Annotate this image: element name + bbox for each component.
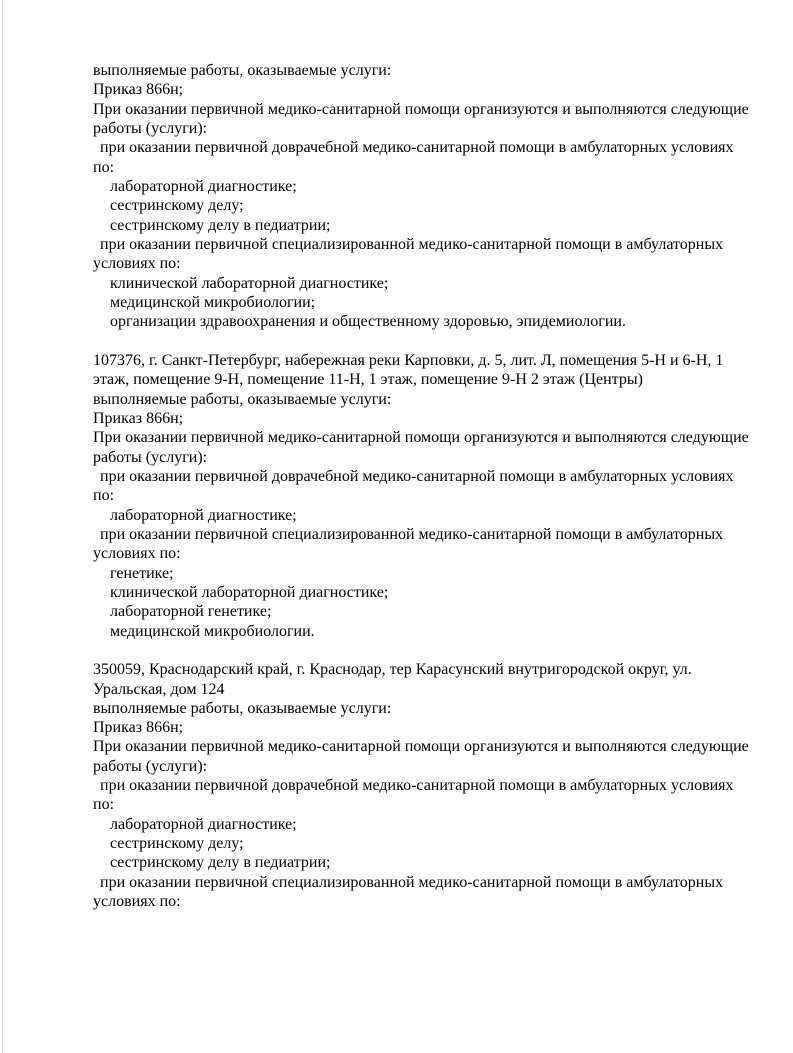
text-line: сестринскому делу в педиатрии;: [110, 216, 331, 234]
text-line: Приказ 866н;: [93, 719, 184, 737]
services-block-continuation: [93, 61, 773, 332]
text-line: этаж, помещение 9-Н, помещение 11-Н, 1 этаж, помещение 9-Н 2 этаж (Центры): [93, 371, 643, 389]
text-line: выполняемые работы, оказываемые услуги:: [93, 62, 392, 79]
text-line: выполняемые работы, оказываемые услуги:: [93, 699, 392, 717]
text-line: сестринскому делу;: [110, 835, 244, 853]
text-line: при оказании первичной доврачебной медико-санитарной помощи в амбулаторных условиях: [100, 139, 734, 157]
text-line: 107376, г. Санкт-Петербург, набережная реки Карповки, д. 5, лит. Л, помещения 5-Н и 6-Н, 1: [93, 351, 724, 369]
text-line: по:: [93, 796, 115, 814]
text-line: по:: [93, 487, 115, 505]
text-line: лабораторной диагностике;: [110, 177, 297, 195]
text-line: при оказании первичной доврачебной медико-санитарной помощи в амбулаторных условиях: [100, 777, 734, 795]
text-line: условиях по:: [93, 255, 181, 273]
text-line: медицинской микробиологии.: [110, 622, 315, 640]
document-text: [93, 61, 773, 911]
text-line: лабораторной генетике;: [110, 603, 272, 621]
text-line: при оказании первичной доврачебной медико-санитарной помощи в амбулаторных условиях: [100, 467, 734, 485]
text-line: по:: [93, 158, 115, 176]
text-line: работы (услуги):: [93, 757, 208, 775]
text-line: генетике;: [110, 564, 174, 582]
text-line: Приказ 866н;: [93, 81, 184, 99]
text-line: при оказании первичной специализированной медико-санитарной помощи в амбулаторных: [100, 873, 724, 891]
text-line: Приказ 866н;: [93, 409, 184, 427]
text-line: организации здравоохранения и общественному здоровью, эпидемиологии.: [110, 313, 626, 331]
text-line: сестринскому делу;: [110, 197, 244, 215]
text-line: при оказании первичной специализированной медико-санитарной помощи в амбулаторных: [100, 525, 724, 543]
text-line: При оказании первичной медико-санитарной помощи организуются и выполняются следующие: [93, 100, 749, 118]
text-line: условиях по:: [93, 545, 181, 563]
text-line: лабораторной диагностике;: [110, 506, 297, 524]
text-line: медицинской микробиологии;: [110, 293, 316, 311]
page-left-border: [2, 0, 3, 1053]
text-line: При оказании первичной медико-санитарной помощи организуются и выполняются следующие: [93, 738, 749, 756]
text-line: работы (услуги):: [93, 448, 208, 466]
text-line: клинической лабораторной диагностике;: [110, 274, 389, 292]
address-services-block-krasnodar: [93, 660, 773, 911]
text-line: лабораторной диагностике;: [110, 815, 297, 833]
text-line: сестринскому делу в педиатрии;: [110, 854, 331, 872]
text-line: клинической лабораторной диагностике;: [110, 583, 389, 601]
text-line: условиях по:: [93, 893, 181, 911]
text-line: работы (услуги):: [93, 119, 208, 137]
text-line: при оказании первичной специализированной медико-санитарной помощи в амбулаторных: [100, 235, 724, 253]
text-line: выполняемые работы, оказываемые услуги:: [93, 390, 392, 408]
text-line: При оказании первичной медико-санитарной помощи организуются и выполняются следующие: [93, 429, 749, 447]
text-line: Уральская, дом 124: [93, 680, 225, 698]
text-line: 350059, Краснодарский край, г. Краснодар, тер Карасунский внутригородской округ, ул.: [93, 661, 692, 679]
address-services-block-spb: [93, 351, 773, 641]
